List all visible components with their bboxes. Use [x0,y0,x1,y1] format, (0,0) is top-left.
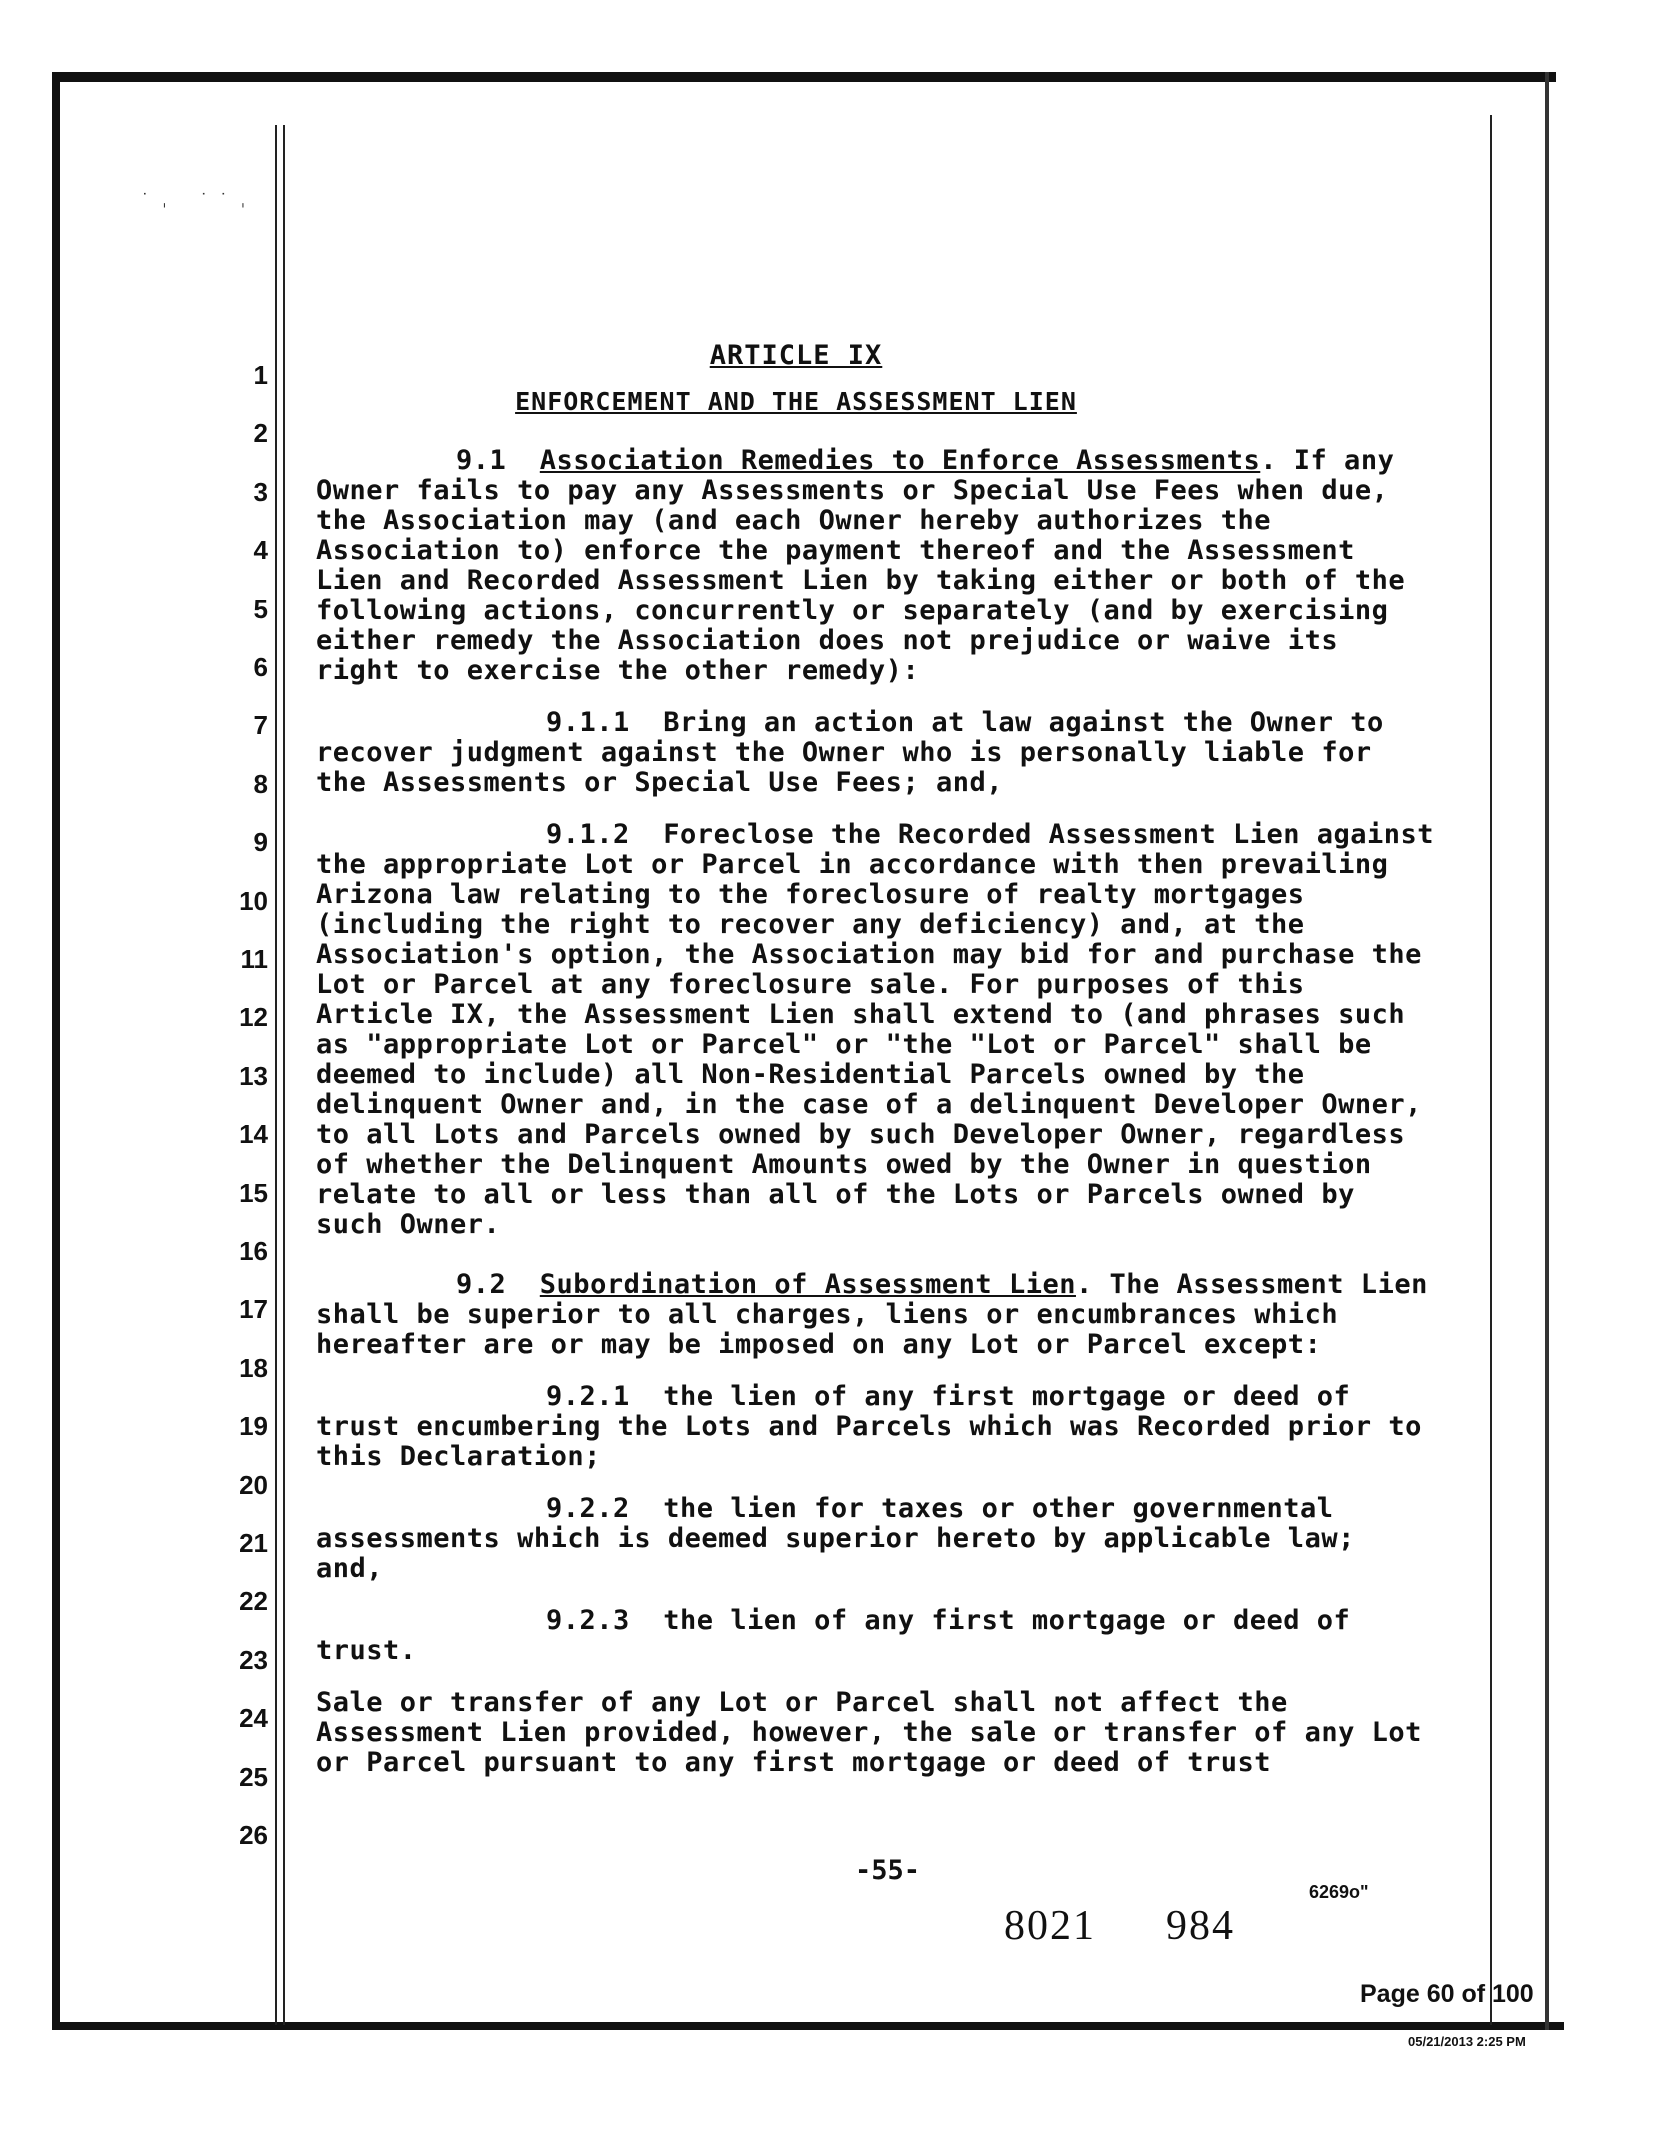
section-text: . The Assessment Lien shall be superior to all charges, liens or encumbrances which hereafter are or may be imposed on any Lot or Parcel except: [316,1269,1428,1360]
line-number: 18 [239,1353,268,1383]
section-9-2-3 [316,1606,1436,1666]
line-number: 12 [239,1002,268,1032]
line-number: 9 [253,827,268,857]
pleading-line-numbers [228,0,268,2144]
line-number: 5 [253,594,268,624]
line-number: 17 [239,1294,268,1324]
section-number: 9.1.2 [546,819,630,850]
section-number: 9.2.2 [546,1493,630,1524]
line-number: 14 [239,1119,268,1149]
section-text: Foreclose the Recorded Assessment Lien against the appropriate Lot or Parcel in accordance with then prevailing Arizona law relating to the foreclosure of realty mortgages (including the right to recover any deficiency) and, at the Association's option, the Association may bid for and purchase the Lot or Parcel at any foreclosure sale. For purposes of this Article IX, the Assessment Lien shall extend to (and phrases such as "appropriate Lot or Parcel" or "the "Lot or Parcel" shall be deemed to include) all Non-Residential Parcels owned by the delinquent Owner and, in the case of a delinquent Developer Owner, to all Lots and Parcels owned by such Developer Owner, regardless of whether the Delinquent Amounts owed by the Owner in question relate to all or less than all of the Lots or Parcels owned by such Owner. [316,819,1435,1240]
line-number: 21 [239,1528,268,1558]
scan-specks: ˙ˌ ˙˙ˌ [140,190,258,209]
page-of-stamp: Page 60 of 100 [1360,1980,1534,2008]
section-number: 9.2.1 [546,1381,630,1412]
frame-right-border [1545,72,1549,2030]
article-subtitle: ENFORCEMENT AND THE ASSESSMENT LIEN [515,387,1077,416]
closing-paragraph: Sale or transfer of any Lot or Parcel shall not affect the Assessment Lien provided, however, the sale or transfer of any Lot or Parcel pursuant to any first mortgage or deed of trust [316,1687,1422,1778]
document-code: 6269o" [1309,1882,1369,1902]
line-number: 11 [240,944,268,974]
section-title: Subordination of Assessment Lien [539,1269,1076,1300]
line-number: 6 [253,652,268,682]
section-number: 9.2 [456,1269,507,1300]
section-number: 9.1.1 [546,707,630,738]
line-number: 2 [253,418,268,448]
line-number: 20 [239,1470,268,1500]
line-number: 3 [253,477,268,507]
page-number: -55- [855,1855,921,1886]
document-body [316,340,1436,1778]
section-9-1-1 [316,708,1436,798]
line-number: 7 [253,710,268,740]
recording-page: 984 [1166,1903,1235,1949]
print-timestamp: 05/21/2013 2:25 PM [1408,2034,1526,2049]
frame-top-border [52,72,1556,82]
section-9-2-2 [316,1494,1436,1584]
right-margin-rule [1490,115,1492,2025]
frame-bottom-border [52,2022,1564,2030]
line-number: 8 [253,769,268,799]
line-number: 24 [239,1703,268,1733]
section-9-1 [316,446,1436,686]
line-number: 26 [239,1820,268,1850]
line-number: 25 [239,1762,268,1792]
line-number: 15 [239,1178,268,1208]
frame-left-border [52,72,60,2030]
recording-book-page [1004,1902,1235,1950]
article-title: ARTICLE IX [709,340,883,371]
line-number: 22 [239,1586,268,1616]
line-number: 10 [239,886,268,916]
section-9-2 [316,1270,1436,1360]
line-number: 16 [239,1236,268,1266]
section-title: Association Remedies to Enforce Assessments [539,445,1261,476]
section-text: the lien for taxes or other governmental assessments which is deemed superior hereto by applicable law; and, [316,1493,1355,1584]
line-number: 13 [239,1061,268,1091]
section-9-2-1 [316,1382,1436,1472]
recording-book: 8021 [1004,1903,1096,1949]
line-number: 1 [253,360,268,390]
section-number: 9.2.3 [546,1605,630,1636]
section-9-1-2 [316,820,1436,1240]
line-number: 19 [239,1411,268,1441]
section-text: the lien of any first mortgage or deed of trust. [316,1605,1351,1666]
line-number: 4 [253,535,268,565]
section-text: the lien of any first mortgage or deed of trust encumbering the Lots and Parcels which was Recorded prior to this Declaration; [316,1381,1422,1472]
section-number: 9.1 [456,445,507,476]
section-text: . If any Owner fails to pay any Assessments or Special Use Fees when due, the Association may (and each Owner hereby authorizes the Association to) enforce the payment thereof and the Assessment Lien and Recorded Assessment Lien by taking either or both of the following actions, concurrently or separately (and by exercising either remedy the Association does not prejudice or waive its right to exercise the other remedy): [316,445,1406,686]
section-text: Bring an action at law against the Owner to recover judgment against the Owner who is personally liable for the Assessments or Special Use Fees; and, [316,707,1384,798]
line-number: 23 [239,1645,268,1675]
